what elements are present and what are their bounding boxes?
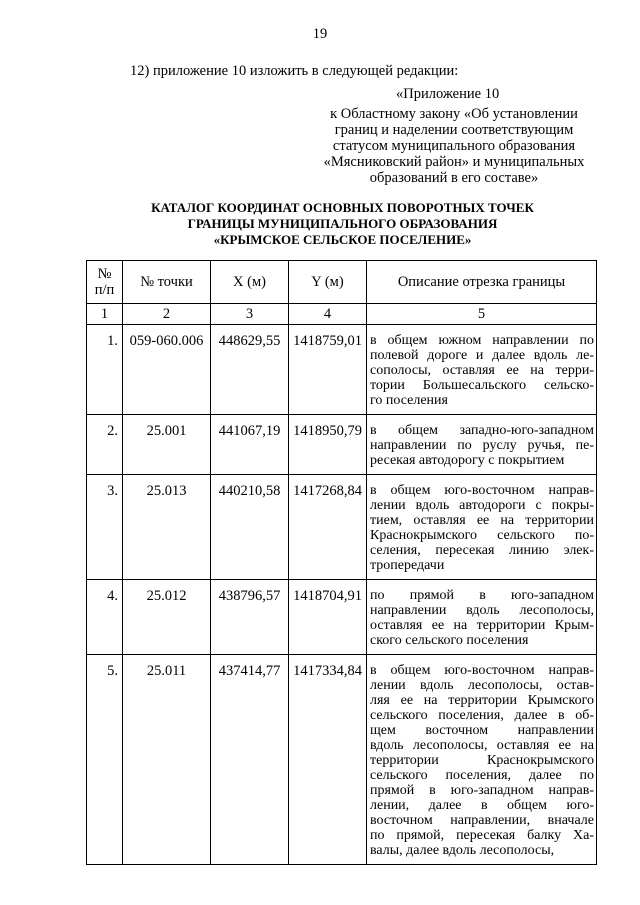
description-line: по прямой в юго-западном xyxy=(370,588,594,603)
header-index xyxy=(87,261,123,304)
row-index: 4. xyxy=(87,580,123,655)
description-line: ского сельского поселения xyxy=(370,633,529,648)
description-line: полевой дороге и далее вдоль ле- xyxy=(370,348,594,363)
appendix-line: «Мясниковский район» и муниципальных xyxy=(323,154,585,170)
coordinate-y: 1418950,79 xyxy=(289,415,367,475)
appendix-line: к Областному закону «Об установлении xyxy=(330,106,578,122)
coordinate-x: 437414,77 xyxy=(211,655,289,865)
description-line: в общем южном направлении по xyxy=(370,333,594,348)
appendix-reference xyxy=(296,106,612,186)
coordinate-y: 1418759,01 xyxy=(289,325,367,415)
description-line: в общем западно-юго-западном xyxy=(370,423,594,438)
page-number: 19 xyxy=(312,26,328,42)
description-line: по прямой, пересекая балку Ха- xyxy=(370,828,594,843)
coordinate-x: 441067,19 xyxy=(211,415,289,475)
description-line: тропередачи xyxy=(370,558,445,573)
description-line: тием, оставляя ее на территории xyxy=(370,513,594,528)
table-row xyxy=(87,475,597,580)
description-line: сополосы, оставляя ее на терри- xyxy=(370,363,594,378)
point-id: 25.001 xyxy=(123,415,211,475)
description-line: лении вдоль автодороги с покры- xyxy=(370,498,594,513)
description-line: сельского поселения, далее в об- xyxy=(370,708,594,723)
description-line: в общем юго-восточном направ- xyxy=(370,663,594,678)
description-line: в общем юго-восточном направ- xyxy=(370,483,594,498)
appendix-line: статусом муниципального образования xyxy=(332,138,576,154)
description-line: восточном направлении, вначале xyxy=(370,813,594,828)
coordinate-x: 438796,57 xyxy=(211,580,289,655)
header-x: X (м) xyxy=(211,261,289,304)
coordinate-y: 1418704,91 xyxy=(289,580,367,655)
description-line: прямой в юго-западном направ- xyxy=(370,783,594,798)
coordinates-table xyxy=(86,260,597,865)
segment-description xyxy=(367,415,597,475)
segment-description xyxy=(367,475,597,580)
description-line: вдоль лесополосы, оставляя ее на xyxy=(370,738,594,753)
description-line: сельского поселения, далее по xyxy=(370,768,594,783)
description-line: ресекая автодорогу с покрытием xyxy=(370,453,565,468)
point-id: 25.012 xyxy=(123,580,211,655)
description-line: направлении по руслу ручья, пе- xyxy=(370,438,594,453)
row-index: 3. xyxy=(87,475,123,580)
point-id: 059-060.006 xyxy=(123,325,211,415)
segment-description xyxy=(367,580,597,655)
catalog-title-line: ГРАНИЦЫ МУНИЦИПАЛЬНОГО ОБРАЗОВАНИЯ xyxy=(187,216,498,231)
description-line: Краснокрымского сельского по- xyxy=(370,528,594,543)
table-row xyxy=(87,580,597,655)
column-number: 5 xyxy=(367,304,597,325)
header-point: № точки xyxy=(123,261,211,304)
description-line: ляя ее на территории Крымского xyxy=(370,693,594,708)
intro-text: 12) приложение 10 изложить в следующей редакции: xyxy=(130,63,459,79)
segment-description xyxy=(367,325,597,415)
catalog-title-line: КАТАЛОГ КООРДИНАТ ОСНОВНЫХ ПОВОРОТНЫХ ТОЧЕК xyxy=(151,200,534,215)
point-id: 25.013 xyxy=(123,475,211,580)
description-line: лении, далее в общем юго- xyxy=(370,798,594,813)
table-row xyxy=(87,655,597,865)
row-index: 5. xyxy=(87,655,123,865)
segment-description xyxy=(367,655,597,865)
description-line: го поселения xyxy=(370,393,448,408)
appendix-line: границ и наделении соответствующим xyxy=(334,122,574,138)
column-number: 1 xyxy=(87,304,123,325)
header-description: Описание отрезка границы xyxy=(367,261,597,304)
header-index-line: № xyxy=(97,266,112,282)
description-line: оставляя ее на территории Крым- xyxy=(370,618,594,633)
table-row xyxy=(87,325,597,415)
table-row xyxy=(87,415,597,475)
coordinate-y: 1417268,84 xyxy=(289,475,367,580)
header-index-line: п/п xyxy=(94,282,115,298)
column-number-row xyxy=(87,304,597,325)
header-y: Y (м) xyxy=(289,261,367,304)
description-line: тории Большесальского сельско- xyxy=(370,378,594,393)
description-line: лении вдоль лесополосы, остав- xyxy=(370,678,594,693)
description-line: валы, далее вдоль лесополосы, xyxy=(370,843,555,858)
appendix-title: «Приложение 10 xyxy=(396,86,500,102)
row-index: 2. xyxy=(87,415,123,475)
catalog-title-line: «КРЫМСКОЕ СЕЛЬСКОЕ ПОСЕЛЕНИЕ» xyxy=(213,232,472,247)
column-number: 4 xyxy=(289,304,367,325)
coordinate-x: 448629,55 xyxy=(211,325,289,415)
table-header-row xyxy=(87,261,597,304)
row-index: 1. xyxy=(87,325,123,415)
description-line: направлении вдоль лесополосы, xyxy=(370,603,594,618)
description-line: щем восточном направлении xyxy=(370,723,594,738)
column-number: 2 xyxy=(123,304,211,325)
catalog-title xyxy=(90,200,595,248)
column-number: 3 xyxy=(211,304,289,325)
point-id: 25.011 xyxy=(123,655,211,865)
coordinate-y: 1417334,84 xyxy=(289,655,367,865)
description-line: территории Краснокрымского xyxy=(370,753,594,768)
appendix-line: образований в его составе» xyxy=(369,170,539,186)
description-line: селения, пересекая линию элек- xyxy=(370,543,594,558)
coordinate-x: 440210,58 xyxy=(211,475,289,580)
